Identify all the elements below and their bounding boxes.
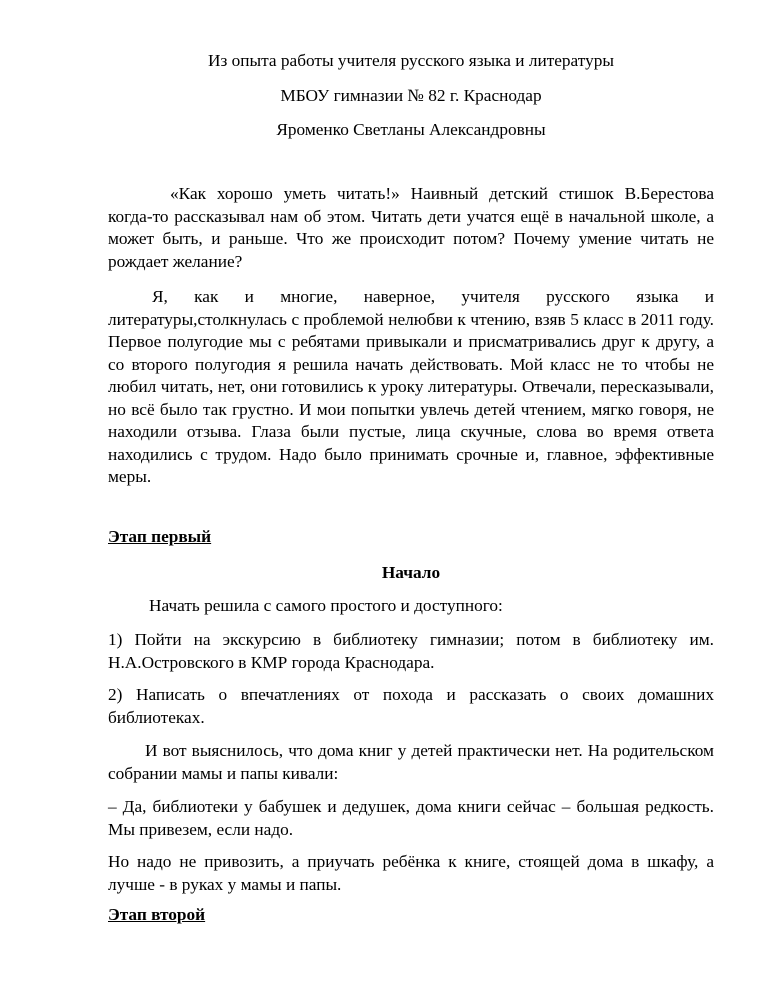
list-item-2: 2) Написать о впечатлениях от похода и рассказать о своих домашних библиотеках. [108,685,714,727]
body-paragraph-3: Но надо не привозить, а приучать ребёнка к книге, стоящей дома в шкафу, а лучше - в руках у мамы и папы. [108,852,714,894]
stage-one-intro: Начать решила с самого простого и доступного: [149,596,503,615]
header-line-1: Из опыта работы учителя русского языка и литературы [208,51,614,70]
stage-one-heading: Этап первый [108,527,212,546]
stage-one-subtitle: Начало [381,563,441,582]
intro-paragraph: «Как хорошо уметь читать!» Наивный детский стишок В.Берестова когда-то рассказывал нам об этом. Читать дети учатся ещё в начальной школе, а может быть, и раньше. Что же происходит потом? Почему умение читать не рождает желание? [108,184,714,271]
parent-quote: – Да, библиотеки у бабушек и дедушек, дома книги сейчас – большая редкость. Мы привезем, если надо. [108,797,714,839]
header-line-3: Яроменко Светланы Александровны [276,120,546,139]
body-paragraph-1: Я, как и многие, наверное, учителя русского языка и литературы,столкнулась с проблемой нелюбви к чтению, взяв 5 класс в 2011 году. Первое полугодие мы с ребятами привыкали и присматривались друг к другу, а со второго полугодия я решила начать действовать. Мой класс не то чтобы не любил читать, нет, они готовились к уроку литературы. Отвечали, пересказывали, но всё было так грустно. И мои попытки увлечь детей чтением, мягко говоря, не находили отзыва. Глаза были пустые, лица скучные, слова во время ответа находились с трудом. Надо было принимать срочные и, главное, эффективные меры. [108,287,714,486]
list-item-1: 1) Пойти на экскурсию в библиотеку гимназии; потом в библиотеку им. Н.А.Островского в КМР города Краснодара. [108,630,714,672]
body-paragraph-2: И вот выяснилось, что дома книг у детей практически нет. На родительском собрании мамы и папы кивали: [108,741,714,783]
header-line-2: МБОУ гимназии № 82 г. Краснодар [280,86,542,105]
stage-two-heading: Этап второй [108,905,206,924]
